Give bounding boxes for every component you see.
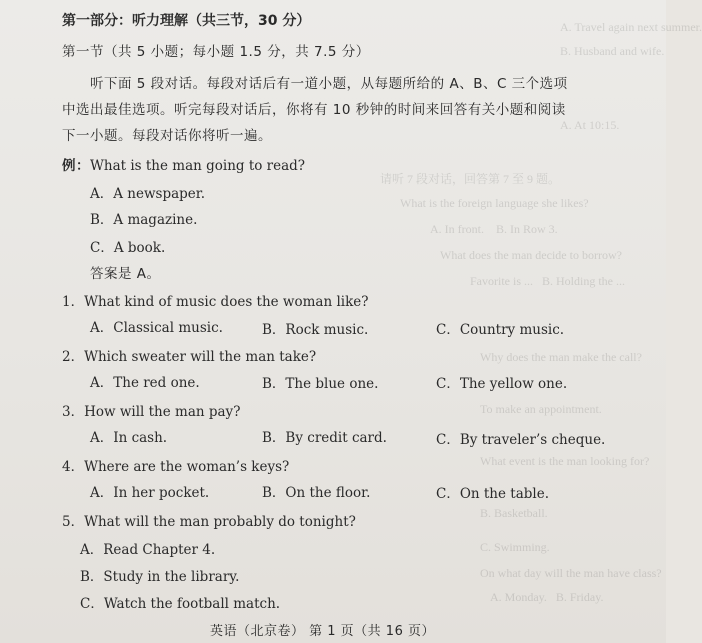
example-option-a: A．A newspaper.: [90, 186, 206, 202]
q3-option-a: A．In cash.: [90, 430, 168, 446]
q5-option-b: B．Study in the library.: [80, 569, 240, 585]
question-5: 5．What will the man probably do tonight?: [62, 514, 356, 530]
page-footer: 英语（北京卷） 第 1 页（共 16 页）: [210, 624, 435, 639]
example-question-text: What is the man going to read?: [90, 158, 306, 174]
example-label: 例：: [62, 158, 90, 174]
q4-option-a: A．In her pocket.: [90, 485, 210, 501]
instruction-line-1: 听下面 5 段对话。每段对话后有一道小题，从每题所给的 A、B、C 三个选项: [90, 76, 568, 92]
instruction-line-2: 中选出最佳选项。听完每段对话后，你将有 10 秒钟的时间来回答有关小题和阅读: [62, 102, 566, 118]
q3-option-b: B．By credit card.: [262, 430, 387, 446]
section-title: 第一部分：听力理解（共三节，30 分）: [62, 13, 311, 29]
sub-title: 第一节（共 5 小题；每小题 1.5 分，共 7.5 分）: [62, 44, 370, 60]
question-3: 3．How will the man pay?: [62, 404, 241, 420]
q1-option-a: A．Classical music.: [90, 320, 223, 336]
q2-option-c: C．The yellow one.: [436, 376, 568, 392]
example-option-b: B．A magazine.: [90, 212, 198, 228]
question-2: 2．Which sweater will the man take?: [62, 349, 317, 365]
q1-option-c: C．Country music.: [436, 322, 565, 338]
q2-option-a: A．The red one.: [90, 375, 200, 391]
q2-option-b: B．The blue one.: [262, 376, 379, 392]
q1-option-b: B．Rock music.: [262, 322, 369, 338]
example-question: [62, 154, 305, 174]
instruction-line-3: 下一小题。每段对话你将听一遍。: [62, 128, 272, 144]
q3-option-c: C．By traveler’s cheque.: [436, 432, 606, 448]
question-1: 1．What kind of music does the woman like?: [62, 294, 369, 310]
question-4: 4．Where are the woman’s keys?: [62, 459, 290, 475]
q5-option-a: A．Read Chapter 4.: [80, 542, 216, 558]
q4-option-c: C．On the table.: [436, 486, 549, 502]
example-option-c: C．A book.: [90, 240, 166, 256]
example-answer: 答案是 A。: [90, 266, 161, 282]
exam-page: A. Travel again next summer. B. Husband and wife. A. At 10:15. 请听 7 段对话，回答第 7 至 9 题。 What is the foreign language she likes? A. In front. B. In Row 3. What does the man decide to borrow? Favorite is ... B. Holding the ... Why does the man make the call? To make an appointment. What event is the man looking for? B. Basketball. C. Swimming. On what day will the man have class? A. Monday. B. Friday. 第一部分：听力理解（共三节，30 分） 第一节（共 5 小题；每小题 1.5 分，共 7.5 分） 听下面 5 段对话。每段对话后有一道小题，从每题所给的 A、B、C 三个选项 中选出最佳选项。听完每段对话后，你将有 10 秒钟的时间来回答有关小题和阅读 下一小题。每段对话你将听一遍。 例：What is the man going to read? A．A newspaper. B．A magazine. C．A book. 答案是 A。 1．What kind of music does the woman like? A．Classical music. B．Rock music. C．Country music. 2．Which sweater will the man take? A．The red one. B．The blue one. C．The yellow one. 3．How will the man pay? A．In cash. B．By credit card. C．By traveler’s cheque. 4．Where are the woman’s keys? A．In her pocket. B．On the floor. C．On the table. 5．What will the man probably do tonight? A．Read Chapter 4. B．Study in the library. C．Watch the football match. 英语（北京卷） 第 1 页（共 16 页）: [0, 0, 666, 643]
q4-option-b: B．On the floor.: [262, 485, 371, 501]
q5-option-c: C．Watch the football match.: [80, 596, 281, 612]
